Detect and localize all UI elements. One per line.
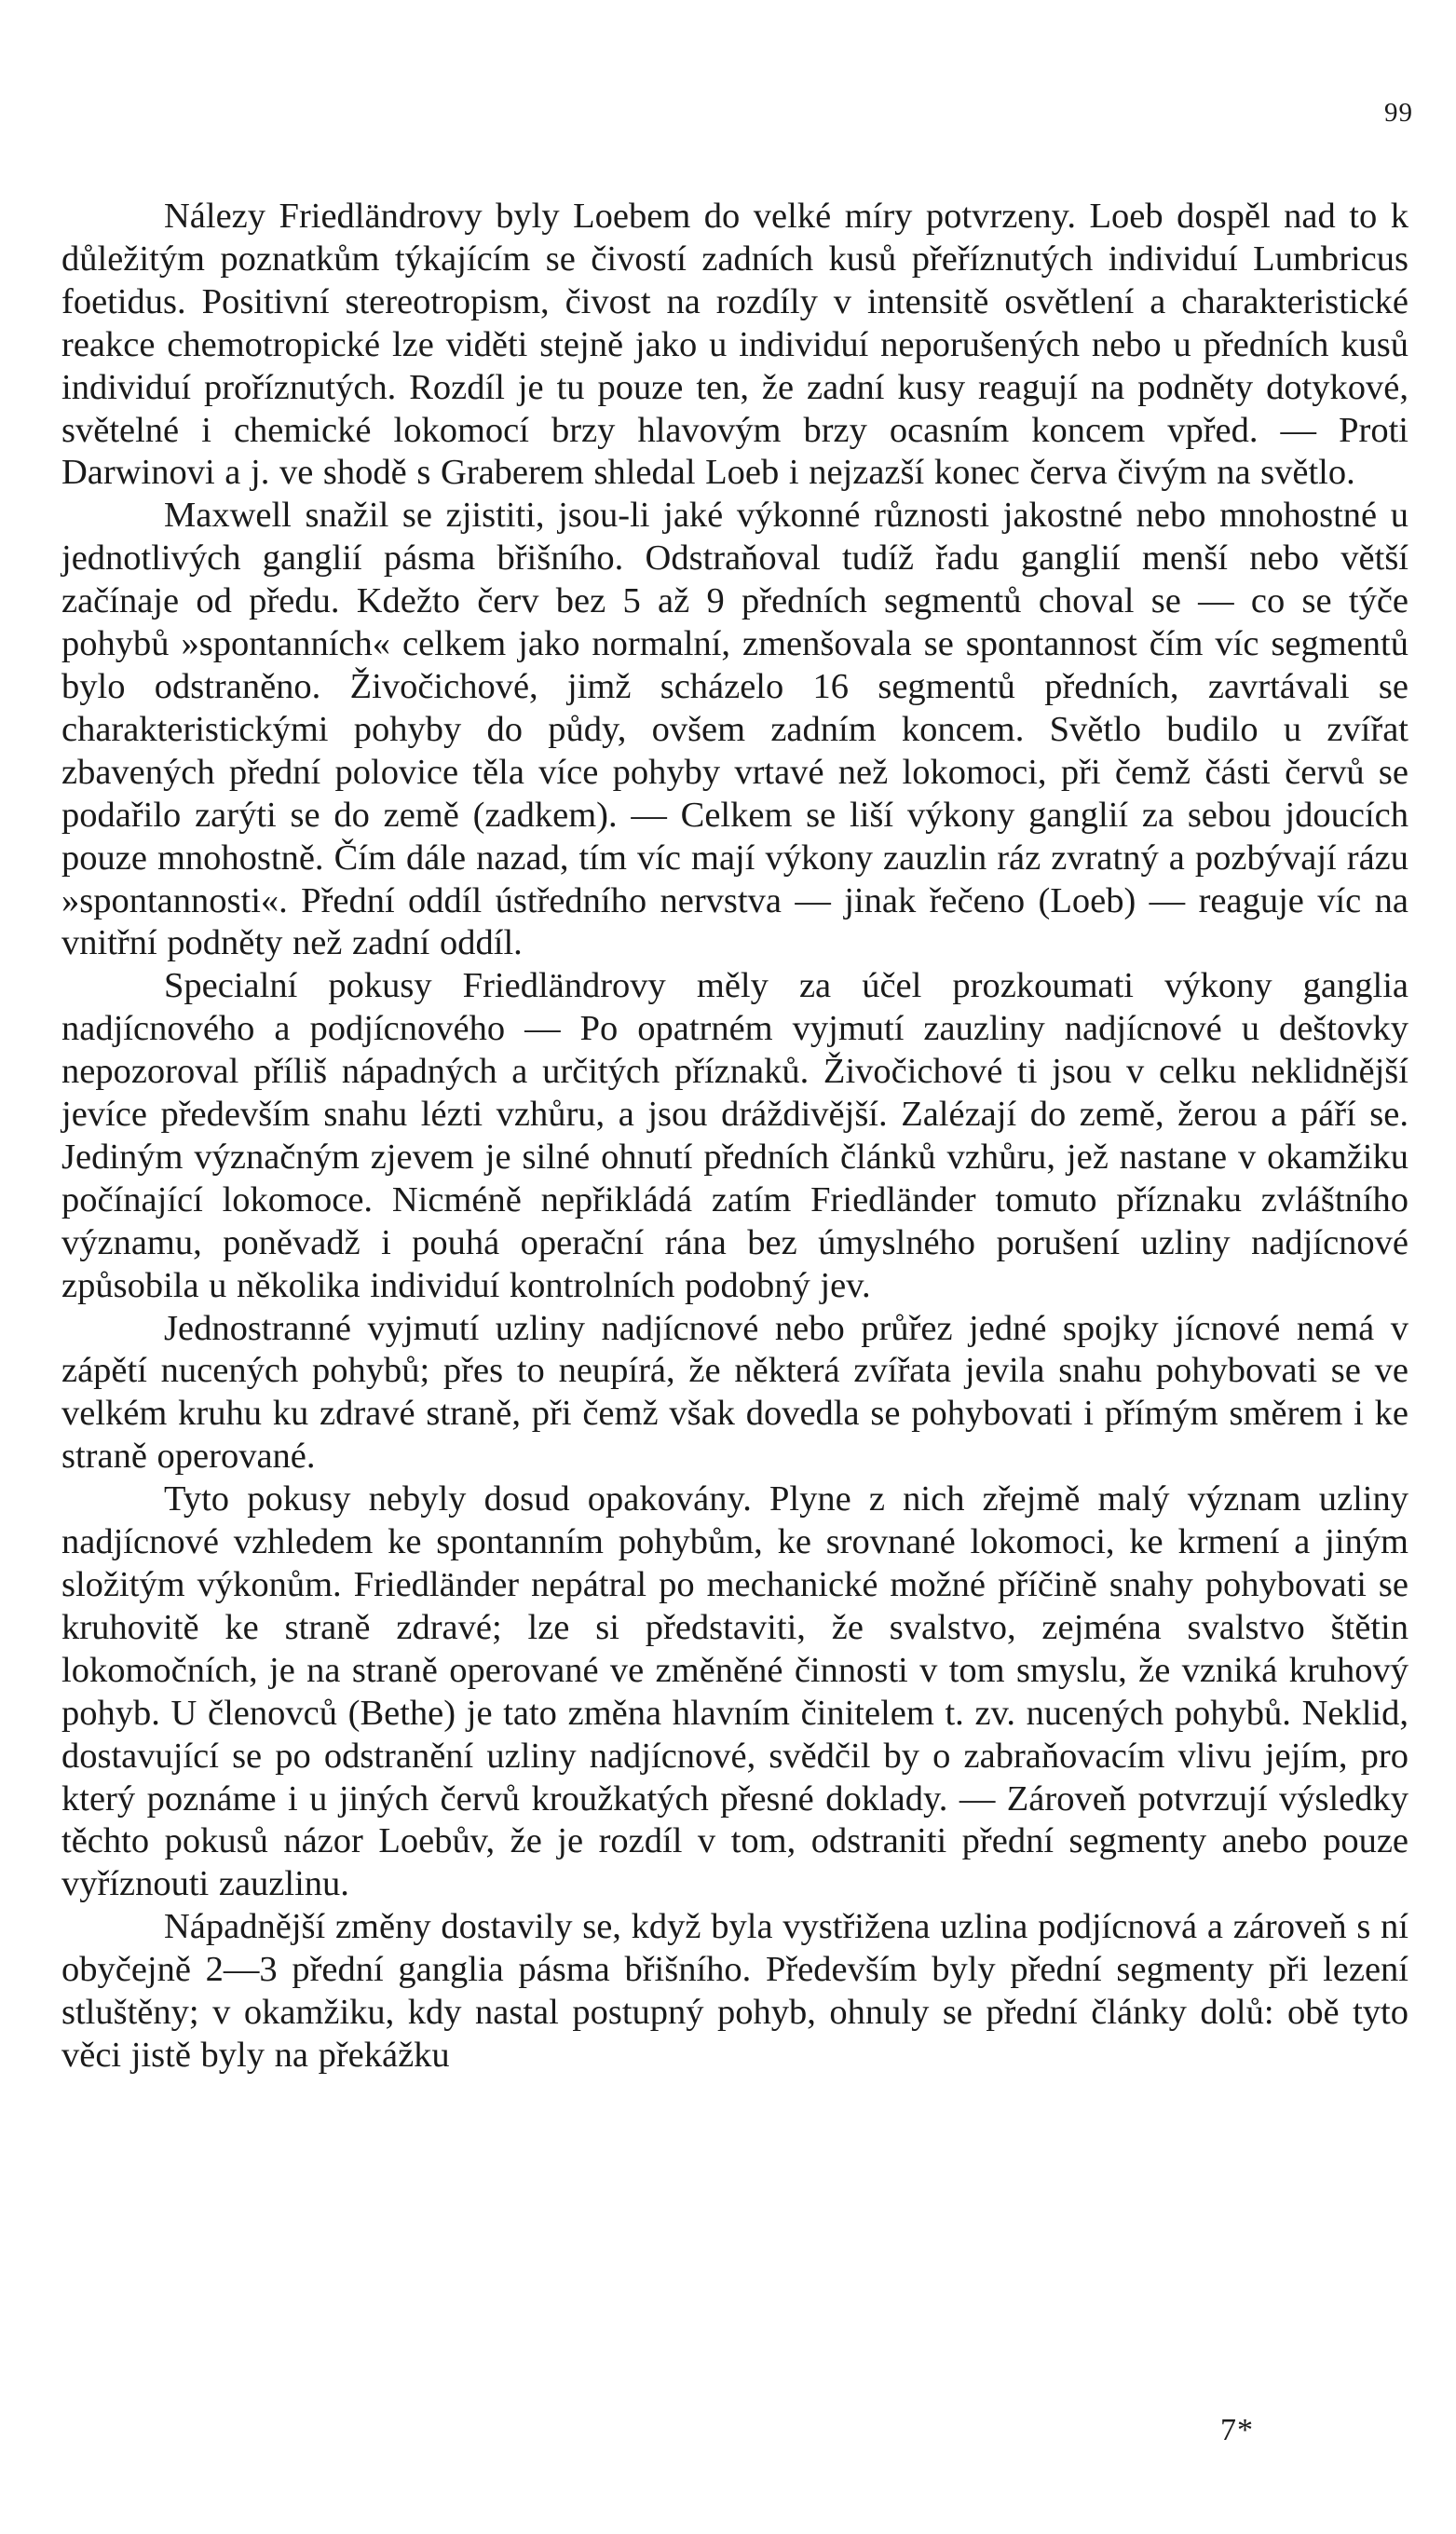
signature-mark: 7* [1220,2413,1254,2447]
paragraph-maxwell: Maxwell snažil se zjistiti, jsou-li jaké výkonné různosti jakostné nebo mnohostné u jednotlivých ganglií pásma břišního. Odstraňoval tudíž řadu ganglií menší nebo větší začínaje od předu. Kdežto červ bez 5 až 9 předních segmentů choval se — co se týče pohybů »spontanních« celkem jako normalní, zmenšovala se spontannost čím víc segmentů bylo odstraněno. Živočichové, jimž scházelo 16 segmentů předních, zavrtávali se charakteristickými pohyby do půdy, ovšem zadním koncem. Světlo budilo u zvířat zbavených přední polovice těla více pohyby vrtavé než lokomoci, při čemž části červů se podařilo zarýti se do země (zadkem). — Celkem se liší výkony ganglií za sebou jdoucích pouze mnohostně. Čím dále nazad, tím víc mají výkony zauzlin ráz zvratný a pozbývají rázu »spontannosti«. Přední oddíl ústředního nervstva — jinak řečeno (Loeb) — reaguje víc na vnitřní podněty než zadní oddíl. [61,496,1408,963]
paragraph-not-repeated: Tyto pokusy nebyly dosud opakovány. Plyne z nich zřejmě malý význam uzliny nadjícnové vzhledem ke spontanním pohybům, ke srovnané lokomoci, ke krmení a jiným složitým výkonům. Friedländer nepátral po mechanické možné příčině snahy pohybovati se kruhovitě ke straně zdravé; lze si představiti, že svalstvo, zejména svalstvo štětin lokomočních, je na straně operované ve změněné činnosti v tom smyslu, že vzniká kruhový pohyb. U členovců (Bethe) je tato změna hlavním činitelem t. zv. nucených pohybů. Neklid, dostavující se po odstranění uzliny nadjícnové, svědčil by o zabraňovacím vlivu jejím, pro který poznáme i u jiných červů kroužkatých přesné doklady. — Zároveň potvrzují výsledky těchto pokusů názor Loebův, že je rozdíl v tom, odstraniti přední segmenty anebo pouze vyříznouti zauzlinu. [61,1479,1408,1904]
paragraph-noticeable-changes: Nápadnější změny dostavily se, když byla vystřižena uzlina podjícnová a zároveň s ní obyčejně 2—3 přední ganglia pásma břišního. Především byly přední segmenty při lezení stluštěny; v okamžiku, kdy nastal postupný pohyb, ohnuly se přední články dolů: obě tyto věci jistě byly na překážku [61,1907,1408,2075]
body-text [61,196,1408,2078]
paragraph-unilateral-removal: Jednostranné vyjmutí uzliny nadjícnové nebo průřez jedné spojky jícnové nemá v zápětí nucených pohybů; přes to neupírá, že některá zvířata jevila snahu pohybovati se ve velkém kruhu ku zdravé straně, při čemž však dovedla se pohybovati i přímým směrem i ke straně operované. [61,1308,1408,1477]
paragraph-friedlaender-loeb: Nálezy Friedländrovy byly Loebem do velké míry potvrzeny. Loeb dospěl nad to k důležitým poznatkům týkajícím se čivostí zadních kusů přeříznutých individuí Lumbricus foetidus. Positivní stereotropism, čivost na rozdíly v intensitě osvětlení a charakteristické reakce chemotropické lze viděti stejně jako u individuí neporušených nebo u předních kusů individuí proříznutých. Rozdíl je tu pouze ten, že zadní kusy reagují na podněty dotykové, světelné i chemické lokomocí brzy hlavovým brzy ocasním koncem vpřed. — Proti Darwinovi a j. ve shodě s Graberem shledal Loeb i nejzazší konec červa čivým na světlo. [61,197,1408,493]
page-number: 99 [1384,98,1413,128]
paragraph-special-experiments: Specialní pokusy Friedländrovy měly za účel prozkoumati výkony ganglia nadjícnového a podjícnového — Po opatrném vyjmutí zauzliny nadjícnové u deštovky nepozoroval příliš nápadných a určitých příznaků. Živočichové ti jsou v celku neklidnější jevíce především snahu lézti vzhůru, a jsou dráždivější. Zalézají do země, žerou a páří se. Jediným význačným zjevem je silné ohnutí předních článků vzhůru, jež nastane v okamžiku počínající lokomoce. Nicméně nepřikládá zatím Friedländer tomuto příznaku zvláštního významu, poněvadž i pouhá operační rána bez úmyslného porušení uzliny nadjícnové způsobila u několika individuí kontrolních podobný jev. [61,966,1408,1305]
